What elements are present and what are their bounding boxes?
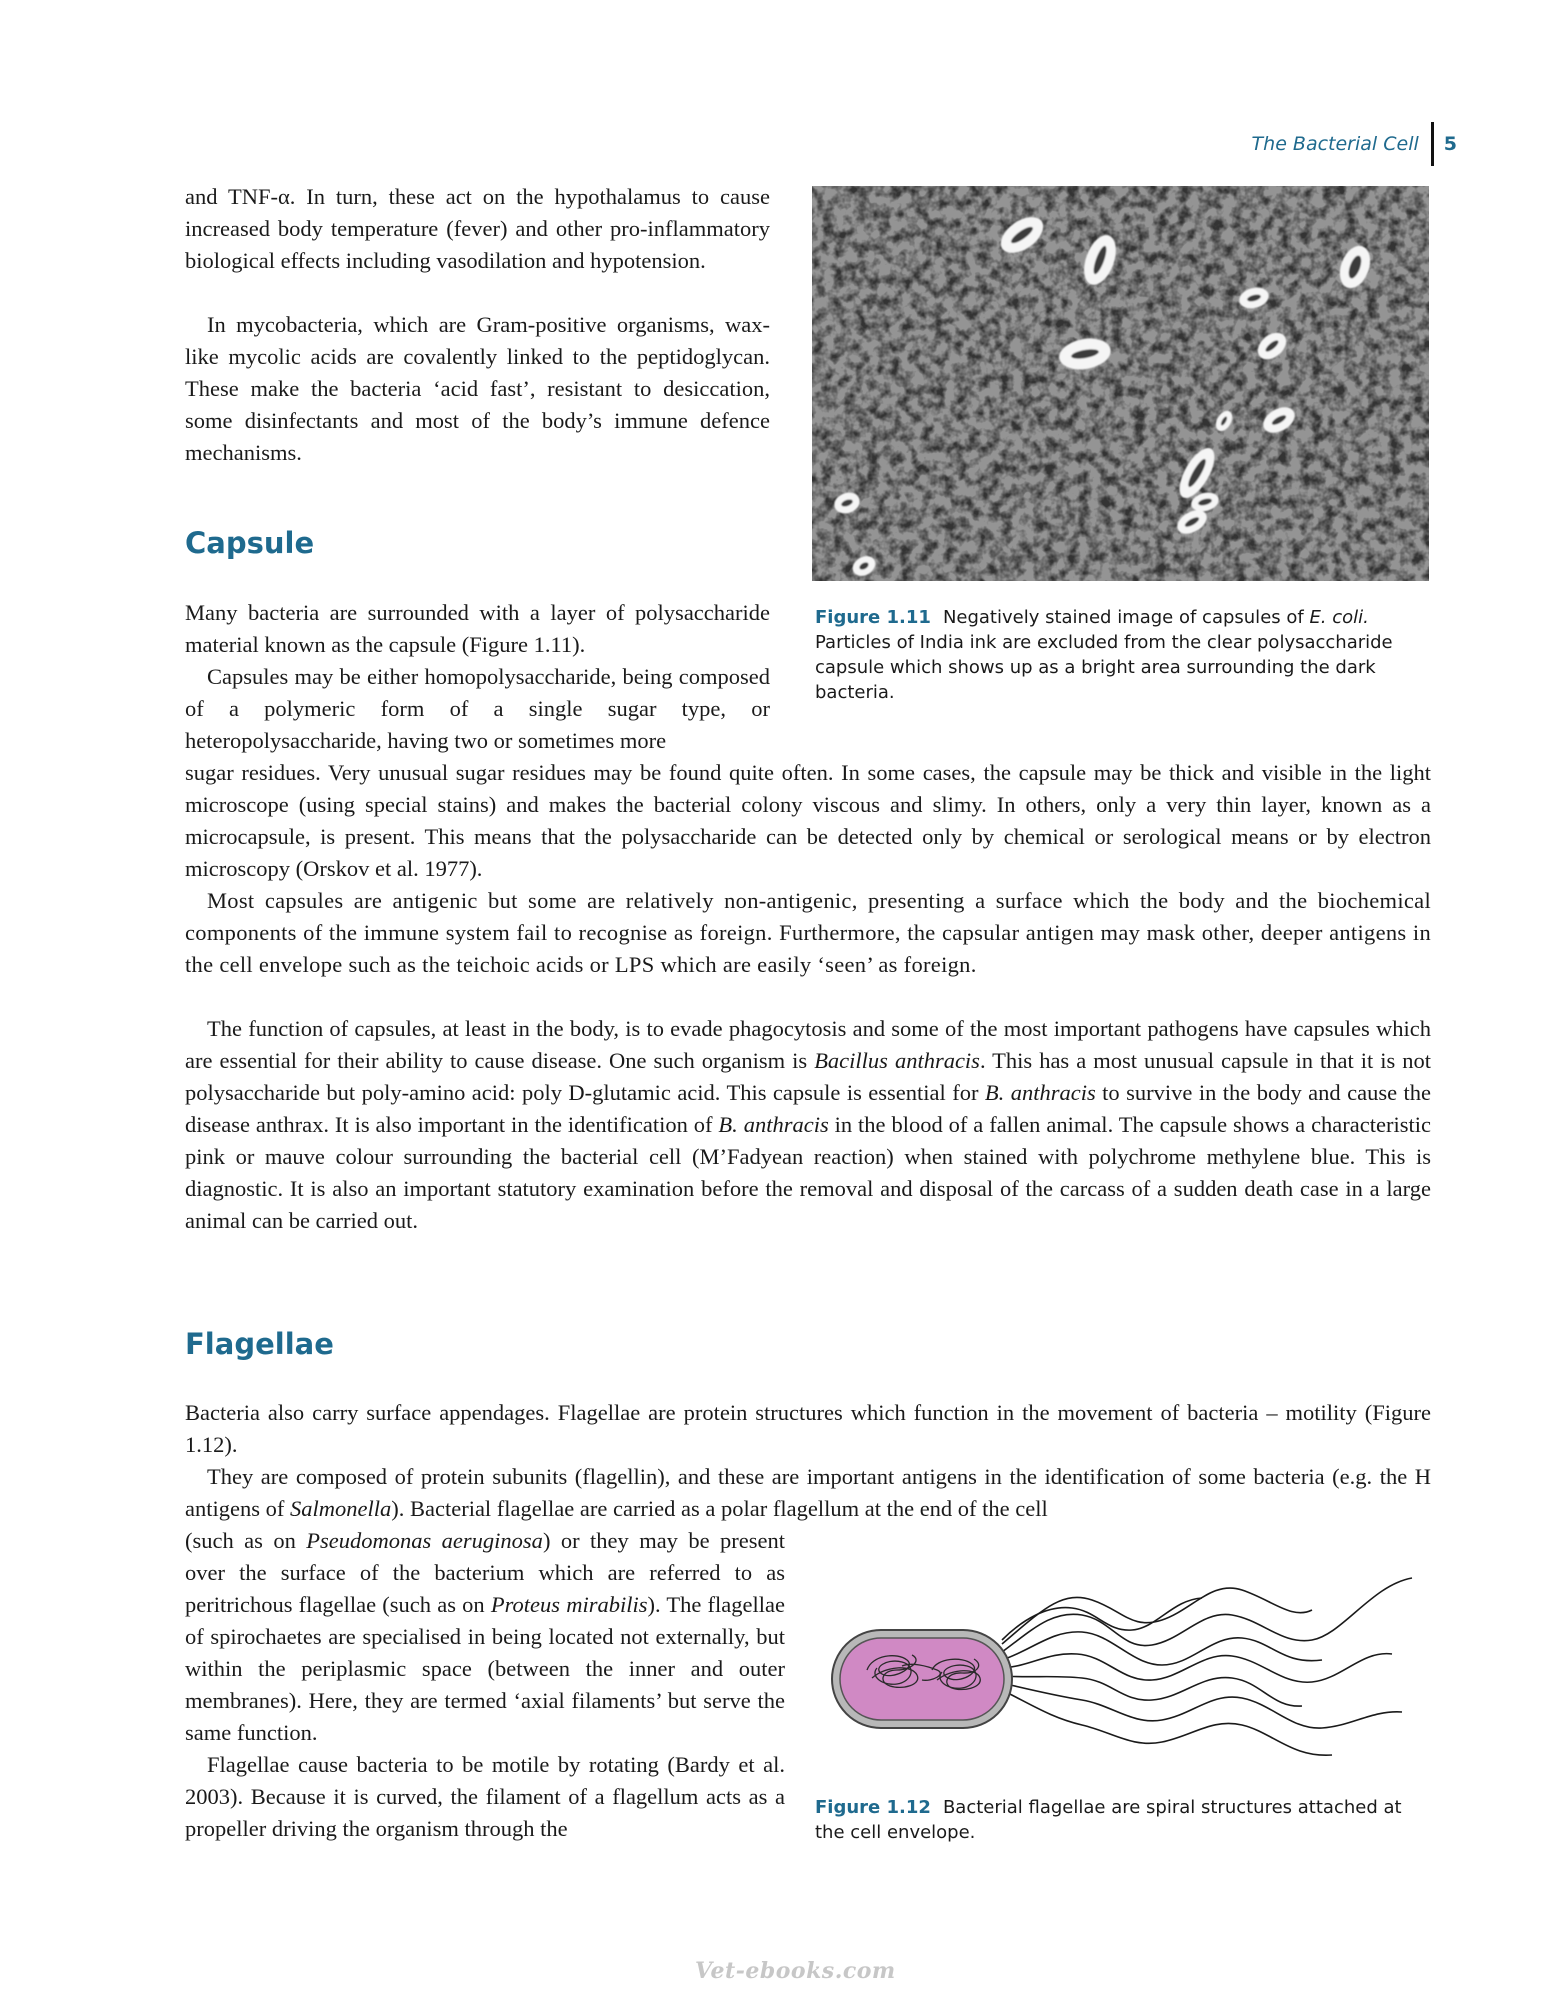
flagellum [1002,1690,1332,1755]
figure-1-12-diagram [812,1570,1437,1770]
italic-species: B. anthracis [718,1112,829,1137]
text-run: ). The flagellae of spirochaetes are specialised in being located not externally, but within the periplasmic space (between the inner and outer membranes). Here, they are termed ‘axial filaments’ but serve the same function. [185,1592,786,1745]
caption-text: Negatively stained image of capsules of [942,607,1310,628]
italic-species: B. anthracis [984,1080,1096,1105]
text-run: ). Bacterial flagellae are carried as a polar flagellum at the end of the cell [391,1496,1048,1521]
flagellum [1002,1654,1392,1683]
figure-1-11-micrograph [812,186,1429,581]
watermark: Vet-ebooks.com [695,1958,896,1984]
flagellum [1002,1683,1402,1728]
italic-genus: Salmonella [289,1496,392,1521]
bacterial-cell [832,1630,1012,1728]
figure-1-12-caption [815,1795,1425,1845]
italic-species: Pseudomonas aeruginosa [306,1528,543,1553]
flagellae-paragraph-3: Flagellae cause bacteria to be motile by rotating (Bardy et al. 2003). Because it is curved, the filament of a flagellum acts as a propeller driving the organism through the [185,1752,785,1841]
flagellae-paragraph-2 [185,1461,1431,1525]
capsule-paragraph-2-left: Capsules may be either homopolysaccharide, being composed of a polymeric form of a single sugar type, or heteropolysaccharide, having two or sometimes more [185,664,770,753]
running-title: The Bacterial Cell [1251,133,1419,155]
italic-species: Bacillus anthracis [814,1048,980,1073]
section-heading-capsule: Capsule [185,526,315,560]
text-run: (such as on [185,1528,307,1553]
caption-text: Bacterial flagellae are spiral structures attached at the cell envelope. [815,1797,1402,1843]
italic-species: Proteus mirabilis [490,1592,648,1617]
capsule-paragraph-3: Most capsules are antigenic but some are relatively non-antigenic, presenting a surface which the body and the biochemical components of the immune system fail to recognise as foreign. Furthermore, the capsular antigen may mask other, deeper antigens in the cell envelope such as the teichoic acids or LPS which are easily ‘seen’ as foreign. [185,888,1431,977]
text-run: ) or they may be present over the surface of the bacterium which are referred to as peritrichous flagellae (such as on [185,1528,785,1617]
flagellum [1002,1578,1412,1652]
text-run: . This has a most unusual capsule in that it is not polysaccharide but poly-amino acid: poly D-glutamic acid. This capsule is essential for [185,1048,1432,1105]
section-heading-flagellae: Flagellae [185,1327,334,1361]
intro-paragraph-1: and TNF-α. In turn, these act on the hypothalamus to cause increased body temperature (fever) and other pro-inflammatory biological effects including vasodilation and hypotension. [185,184,770,273]
capsule-paragraph-4 [185,1013,1431,1237]
caption-italic-species: E. coli. [1309,607,1369,628]
intro-paragraph-2: In mycobacteria, which are Gram-positive organisms, wax-like mycolic acids are covalently linked to the peptidoglycan. These make the bacteria ‘acid fast’, resistant to desiccation, some disinfectants and most of the body’s immune defence mechanisms. [185,312,770,465]
caption-text: Particles of India ink are excluded from the clear polysaccharide capsule which shows up as a bright area surrounding the dark bacteria. [815,632,1393,703]
flagella-group [1002,1578,1412,1755]
figure-1-11-label: Figure 1.11 [815,607,931,628]
running-head [1252,122,1457,166]
capsule-paragraph-2-continued: sugar residues. Very unusual sugar residues may be found quite often. In some cases, the capsule may be thick and visible in the light microscope (using special stains) and makes the bacterial colony viscous and slimy. In others, only a very thin layer, known as a microcapsule, is present. This means that the polysaccharide can be detected only by chemical or serological means or by electron microscopy (Orskov et al. 1977). [185,760,1431,881]
flagellae-paragraph-2-left [185,1525,785,1749]
text-run: They are composed of protein subunits (flagellin), and these are important antigens in the identification of some bacteria (e.g. the H antigens of [185,1464,1431,1521]
flagellum [1002,1588,1312,1644]
figure-1-11-caption [815,605,1425,705]
text-run: to survive in the body and cause the disease anthrax. It is also important in the identification of [185,1080,1432,1137]
text-run: The function of capsules, at least in the body, is to evade phagocytosis and some of the most important pathogens have capsules which are essential for their ability to cause disease. One such organism is [185,1016,1431,1073]
figure-1-12-label: Figure 1.12 [815,1797,931,1818]
page-number: 5 [1443,133,1457,155]
flagellae-paragraph-1: Bacteria also carry surface appendages. Flagellae are protein structures which function in the movement of bacteria – motility (Figure 1.12). [185,1400,1431,1457]
flagellum [1002,1632,1322,1665]
header-rule [1431,122,1434,166]
capsule-paragraph-1: Many bacteria are surrounded with a layer of polysaccharide material known as the capsule (Figure 1.11). [185,600,770,657]
text-run: in the blood of a fallen animal. The capsule shows a characteristic pink or mauve colour surrounding the bacterial cell (M’Fadyean reaction) when stained with polychrome methylene blue. This is diagnostic. It is also an important statutory examination before the removal and disposal of the carcass of a sudden death case in a large animal can be carried out. [185,1112,1431,1233]
